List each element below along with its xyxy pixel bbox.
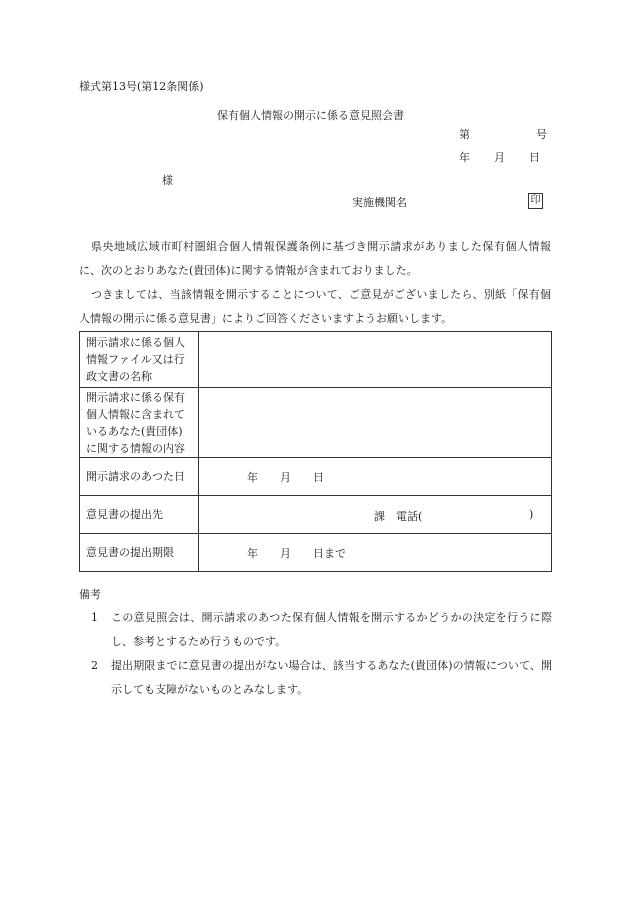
row-value-info-content [199, 388, 552, 458]
row-value-deadline: 年 月 日まで [199, 534, 552, 572]
phone-close-paren: ) [529, 508, 534, 521]
row-label-file-name: 開示請求に係る個人情報ファイル又は行政文書の名称 [80, 332, 199, 388]
row-label-request-date: 開示請求のあつた日 [80, 458, 199, 496]
remark-item [79, 606, 552, 654]
remark-number: 2 [91, 659, 98, 672]
table-row [80, 332, 552, 388]
table-row [80, 458, 552, 496]
seal-mark: 印 [528, 193, 543, 209]
document-title: 保有個人情報の開示に係る意見照会書 [217, 109, 404, 122]
row-value-submission-destination [199, 496, 552, 534]
number-prefix: 第 [459, 128, 470, 141]
issue-date-line [459, 151, 540, 165]
body-paragraph-2: つきましては、当該情報を開示することについて、ご意見がございましたら、別紙「保有個人情報の開示に係る意見書」によりご回答くださいますようお願いします。 [79, 288, 551, 325]
inquiry-details-table [79, 331, 552, 572]
department-phone-label: 課 電話( [374, 510, 423, 523]
date-month: 月 [494, 151, 505, 164]
table-row [80, 388, 552, 458]
addressee: 様 [162, 174, 173, 187]
date-year: 年 [459, 151, 470, 164]
table-row [80, 496, 552, 534]
date-day: 日 [529, 151, 540, 164]
remark-number: 1 [91, 611, 98, 624]
number-suffix: 号 [536, 128, 547, 141]
remarks-title: 備考 [79, 588, 101, 601]
row-value-file-name [199, 332, 552, 388]
sender-organization-label: 実施機関名 [352, 196, 407, 209]
body-text [79, 235, 551, 331]
remark-item [79, 654, 552, 702]
row-label-deadline: 意見書の提出期限 [80, 534, 199, 572]
form-number: 様式第13号(第12条関係) [79, 80, 204, 93]
row-label-submission-destination: 意見書の提出先 [80, 496, 199, 534]
table-row [80, 534, 552, 572]
remark-text: この意見照会は、開示請求のあつた保有個人情報を開示するかどうかの決定を行うに際し、参考とするため行うものです。 [111, 611, 552, 648]
remarks-list [79, 606, 552, 702]
row-value-request-date: 年 月 日 [199, 458, 552, 496]
document-number-line [459, 128, 547, 142]
body-paragraph-1: 県央地域広域市町村圏組合個人情報保護条例に基づき開示請求がありました保有個人情報に、次のとおりあなた(貴団体)に関する情報が含まれておりました。 [79, 240, 551, 277]
remark-text: 提出期限までに意見書の提出がない場合は、該当するあなた(貴団体)の情報について、開示しても支障がないものとみなします。 [111, 659, 552, 696]
row-label-info-content: 開示請求に係る保有個人情報に含まれているあなた(貴団体)に関する情報の内容 [80, 388, 199, 458]
